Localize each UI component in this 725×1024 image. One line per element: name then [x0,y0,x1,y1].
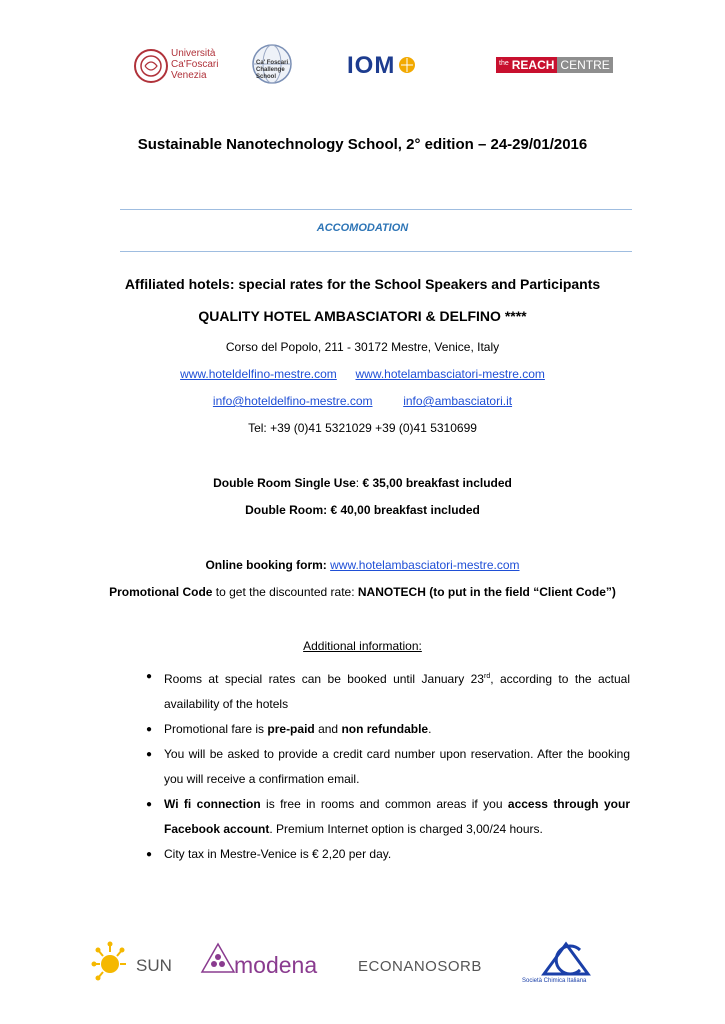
list-item: ● City tax in Mestre-Venice is € 2,20 per day. [146,842,630,867]
promo-middle: to get the discounted rate: [212,585,358,599]
section-label: ACCOMODATION [316,222,409,234]
unive-line1: Università [171,48,216,59]
bullet-icon: ● [146,671,153,682]
promo-code: NANOTECH (to put in the field “Client Code”) [357,585,616,599]
website-link-delfino[interactable]: www.hoteldelfino-mestre.com [180,367,337,381]
divider-top [120,209,632,210]
unive-line3: Venezia [171,70,207,81]
challenge-line2: Challenge [256,67,285,73]
rate-single-label: Double Room Single Use [213,476,356,490]
iom-text: IOM [347,52,396,79]
list-item: ● Wi fi connection is free in rooms and common areas if you access through your Facebook account. Premium Internet option is charged 3,00/24 hours. [146,792,630,842]
list-item: ● You will be asked to provide a credit card number upon reservation. After the booking you will receive a confirmation email. [146,742,630,792]
reach-prefix: the [496,57,511,73]
logo-challenge-school [250,42,294,86]
challenge-line3: School [256,74,277,80]
logo-econanosorb: ECONANOSORB [358,958,482,975]
booking-label: Online booking form: [205,558,327,572]
booking-line [0,558,725,572]
rate-single-value: € 35,00 breakfast included [359,476,512,490]
sci-emblem-icon [536,940,596,978]
reach-rest: CENTRE [557,57,612,73]
bullet-icon: ● [146,749,153,760]
logo-modena [200,942,320,982]
sun-text: SUN [136,956,172,975]
tel-line: Tel: +39 (0)41 5321029 +39 (0)41 5310699 [248,421,477,435]
reach-bold: REACH [511,57,558,73]
additional-heading-text: Additional information: [303,639,422,653]
booking-link[interactable]: www.hotelambasciatori-mestre.com [330,558,520,572]
unive-seal-icon [133,48,169,84]
additional-heading [0,639,725,653]
email-links [0,394,725,408]
rate-single [0,476,725,490]
logo-sun [90,940,180,990]
logo-iom [347,52,422,82]
affiliated-heading: Affiliated hotels: special rates for the School Speakers and Participants [124,276,601,292]
website-link-ambasciatori[interactable]: www.hotelambasciatori-mestre.com [355,367,545,381]
hotel-name: QUALITY HOTEL AMBASCIATORI & DELFINO **** [198,308,527,324]
logo-reach-centre [496,57,613,73]
email-link-delfino[interactable]: info@hoteldelfino-mestre.com [212,394,373,408]
logo-sci [522,940,612,990]
sci-text: Società Chimica Italiana [522,978,587,984]
promo-line [0,585,725,599]
email-link-ambasciatori[interactable]: info@ambasciatori.it [403,394,513,408]
list-item: ● Promotional fare is pre-paid and non refundable. [146,717,630,742]
rate-single-sep: : [355,476,360,490]
list-item: ● Rooms at special rates can be booked until January 23rd, according to the actual availability of the hotels [146,664,630,717]
website-links [0,367,725,381]
modena-emblem-icon [200,942,236,978]
bullet-icon: ● [146,724,153,735]
sun-icon [90,940,134,984]
bullet-icon: ● [146,849,153,860]
bullet-icon: ● [146,799,153,810]
unive-line2: Ca'Foscari [171,59,219,70]
hotel-address: Corso del Popolo, 211 - 30172 Mestre, Venice, Italy [225,340,500,354]
iom-globe-icon [398,56,416,74]
challenge-line1: Ca' Foscari [256,60,289,66]
doc-title: Sustainable Nanotechnology School, 2° edition – 24-29/01/2016 [137,136,588,153]
divider-bottom [120,251,632,252]
promo-label: Promotional Code [109,585,213,599]
logo-unive [133,46,228,86]
rate-double: Double Room: € 40,00 breakfast included [245,503,480,517]
modena-text: modena [234,952,318,978]
info-list [146,664,630,867]
